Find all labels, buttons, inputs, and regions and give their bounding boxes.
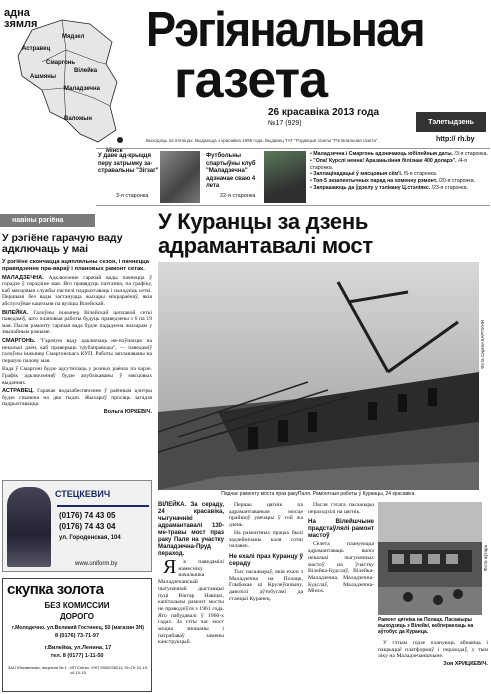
ad-divider (57, 505, 149, 507)
website-link[interactable]: http:// rh.by (436, 136, 475, 143)
ad-phone: (0176) 74 43 05 (59, 511, 116, 520)
article-author: Зоя ХРИЦКЕВІЧ. (443, 661, 488, 668)
gold-buyback-ad[interactable] (2, 578, 152, 692)
dropcap: Я (163, 556, 177, 578)
left-article (2, 233, 152, 415)
section-label: навіны рэгіёна (0, 214, 95, 227)
teaser-page: 22-я старонка (220, 193, 256, 199)
ad-address: г.Вилейка, ул.Ленина, 17 (44, 645, 112, 651)
map-label: Вілейка (74, 68, 98, 74)
article-paragraph: МАЛАДЗЕЧНА. Адключэнне гарачай вады пачнецца ў горадзе ў сярэдзіне мая. Яго правядуць паэтапна, па графіку, каб мясцовыя службы паспелі падрыхтаваць і наладзіць сеткі. Першымі без вады застануцца жыхары мікрараёнаў, якія абслугоўвае кацельня па вуліцы Вілейскай. (2, 274, 152, 307)
article-paragraph: Сёлета плануюцца адрамантаваць яшчэ некалькі чыгуначных мастоў на ўчастку Вілейка-Будслаў, Вілейка-Маладзечна. Маладзечна-Будслаў, Маладзечна-Мінск. (308, 541, 374, 595)
teaser-list (310, 151, 490, 192)
article-subheading: Не ехалі праз Куранцу ў сераду (229, 552, 303, 567)
publisher-info: Выходзіць па пятніцах. Выдаецца з красавіка 1995 года. Выдавец ТАТ "Рэдакцыя газеты "Рэгіянальная газета". (146, 138, 379, 143)
ad-brand: СТЕЦКЕВИЧ (55, 489, 111, 499)
article-subheading: На Вілейшчыне прадстаўлялі рамонт мастоў (308, 518, 374, 540)
ad-person-photo (7, 487, 51, 567)
photo-credit: Фота Сяргея КАРПУНЯ (480, 320, 485, 369)
ad-subtitle: БЕЗ КОМИССИИ (44, 601, 110, 610)
map-label: Ашмяны (30, 74, 57, 80)
article-paragraph: На рамонтных працах былі задзейнічаны каля сотні чалавек. (229, 529, 303, 550)
main-headline[interactable]: У Куранцы за дзень адрамантавалі мост (158, 209, 373, 258)
article-paragraph: СМАРГОНЬ. "Гарачую ваду адключаць ня-поўнасцю на некалькі дзён, каб праверыць трубаправоды", — паведаміў галоўны інжынер Смаргонскага КУП. Работы запланаваны на першую палову мая. (2, 337, 152, 364)
article-paragraph: Першы цягнік па адрамантаваным мосце прайшоў увечары ў той жа дзень. (229, 502, 303, 529)
article-lead: ВІЛЕЙКА. За сераду, 24 красавіка, чыгуначнікі адрамантавалі 130-ме-травы мост праз раку Паля на участку Маладзечна-Пруд пераход. (158, 502, 224, 557)
article-column (229, 502, 303, 603)
ad-fine-print: ЗАО Юнименскія, лицензія № 1 ; ИП Снiтко; УНП 5900235211; Пн-Пт 10-19, сб 10-15 (7, 665, 149, 675)
article-lead: У рэгіёне скончацца ацяпляльны сезон, і пачнецца правядзенне пра-вараў і плановых рамонт сетак. (2, 259, 149, 272)
ad-title: скупка золота (7, 581, 104, 598)
issue-number: №17 (929) (268, 120, 302, 127)
map-label: Маладзечна (64, 86, 100, 92)
teletydzen-badge: Тэлетыдзень (416, 112, 486, 132)
article-author: Вольга ЮРКЕВІЧ. (103, 408, 152, 415)
train-photo (378, 502, 482, 615)
newspaper-logo: Рэгіянальная газета (146, 3, 424, 109)
teaser-item[interactable]: • Заплацінадацыі ў мясцовыя сём'і. /5-я старонка. (310, 171, 438, 178)
ad-phone: (0176) 74 43 04 (59, 522, 116, 531)
article-paragraph: Тых пасажыраў, якія ехалі з Маладзечна на Полацк, Глыбокае ці Крулеўшчыну, давозілі аўтобусамі да станцыі Куранец. (229, 568, 303, 602)
map-label: Мінск (106, 148, 123, 154)
teaser-photo (160, 151, 200, 203)
map-label: Мядзел (62, 34, 85, 40)
article-headline[interactable]: У рэгіёне гарачую ваду адключаць у маі (2, 232, 123, 255)
ad-address: ул. Городенская, 104 (59, 535, 121, 541)
teaser-item[interactable]: • Запрашаюць да ўдзелу у тэлікану Ц.стэліякс. /23-я старонка. (310, 184, 468, 191)
article-paragraph: Пасля гэтага пасажыры пераходзілі на цягнік. (308, 502, 374, 515)
teaser-page: 3-я старонка (116, 193, 149, 199)
ad-phone: тел. 8 (0177) 1-11-50 (50, 653, 104, 659)
ad-subtitle: ДОРОГО (59, 612, 95, 621)
teaser-item[interactable]: • "Опа! Курслі ненна! Аразаньзіння білізнае 400 доларэ". /4-я старонка. (310, 157, 467, 171)
map-label: Смаргонь (46, 60, 76, 66)
uniform-ad[interactable] (2, 480, 152, 572)
teaser-text[interactable]: Футбольны спартыўны клуб "Маладзечна" адзначае сваю 4 лета (206, 153, 256, 189)
article-paragraph: Вада ў Смаргоні будзе адсутнічаць у розных раёнах па чарзе. Графік адключэнняў будзе апублікаваны ў мясцовых выданнях. (2, 366, 152, 386)
bridge-repair-photo (158, 262, 479, 490)
article-paragraph: АСТРАВЕЦ. Гарачае водазабеспячэнне ў раённым цэнтры будзе спынена на два тыдні. Жыхароў просяць загадзя падрыхтавацца. (2, 388, 152, 408)
teaser-bar (96, 148, 490, 206)
region-title: адна зямля (4, 7, 38, 30)
article-column (308, 502, 374, 596)
article-paragraph: Я к паведамілі намесніку начальніка Маладзечанскай чыгуначнай дыстанцыі пуці Віктар Навіцкі, капітальны рамонт мосты не праводзіўся з 1961 года. Яго пабудавалі ў 1960-х гадах. За гэты час мост моцна зношаны і патрабаваў замены канструкцый. (158, 556, 224, 646)
article-column (158, 502, 224, 647)
ad-phone: 8 (0176) 73-71-97 (54, 633, 100, 639)
teaser-item[interactable]: • Топ-5 экзапентычных парад на хоменну рэмонт. /20-я старонка. (310, 178, 476, 185)
teaser-item[interactable]: • Маладзечна і Смаргонь адзначаюць юбілейныя даты. /3-я старонка. (310, 151, 488, 157)
teaser-photo (264, 151, 306, 203)
photo-credit: Фота аўтара (483, 545, 488, 571)
ad-website[interactable]: www.uniform.by (75, 561, 118, 567)
article-paragraph: ВІЛЕЙКА. Галоўны інжынер Вілейскай цеплавой сеткі паведаміў, што плановыя работы будуць праведзены з 6 па 19 мая. Пасля рамонту гарачая вада будзе пададзена жыхарам у звычайным рэжыме. (2, 309, 152, 336)
map-label: Астравец (22, 46, 51, 52)
article-column (378, 640, 488, 668)
ad-address: г.Молодечно, ул.Великий Гостинец, 50 (магазин 3Н) (12, 625, 144, 631)
issue-date: 26 красавіка 2013 года (268, 107, 380, 118)
article-paragraph: У гэтым годзе плануюць абнавіць і пакрыццё платформаў і пераходаў, у тым ліку на Маладзечаншчыне. (378, 640, 488, 660)
photo-caption: Рамонт цягніка на Полацк. Пасажыры выходзяць з Вілейкі, кабпераехаць на аўтобус да Куранца. (378, 617, 474, 635)
map-label: Валожын (64, 116, 92, 122)
photo-caption: Падчас рамонту моста праз ракуПаля. Рамонтныя работы ў Куранцы, 24 красавіка. (221, 491, 416, 497)
teaser-text[interactable]: У даве ад-крыцця перу затрымку за-стравальны "Зігзаг" (98, 153, 159, 174)
